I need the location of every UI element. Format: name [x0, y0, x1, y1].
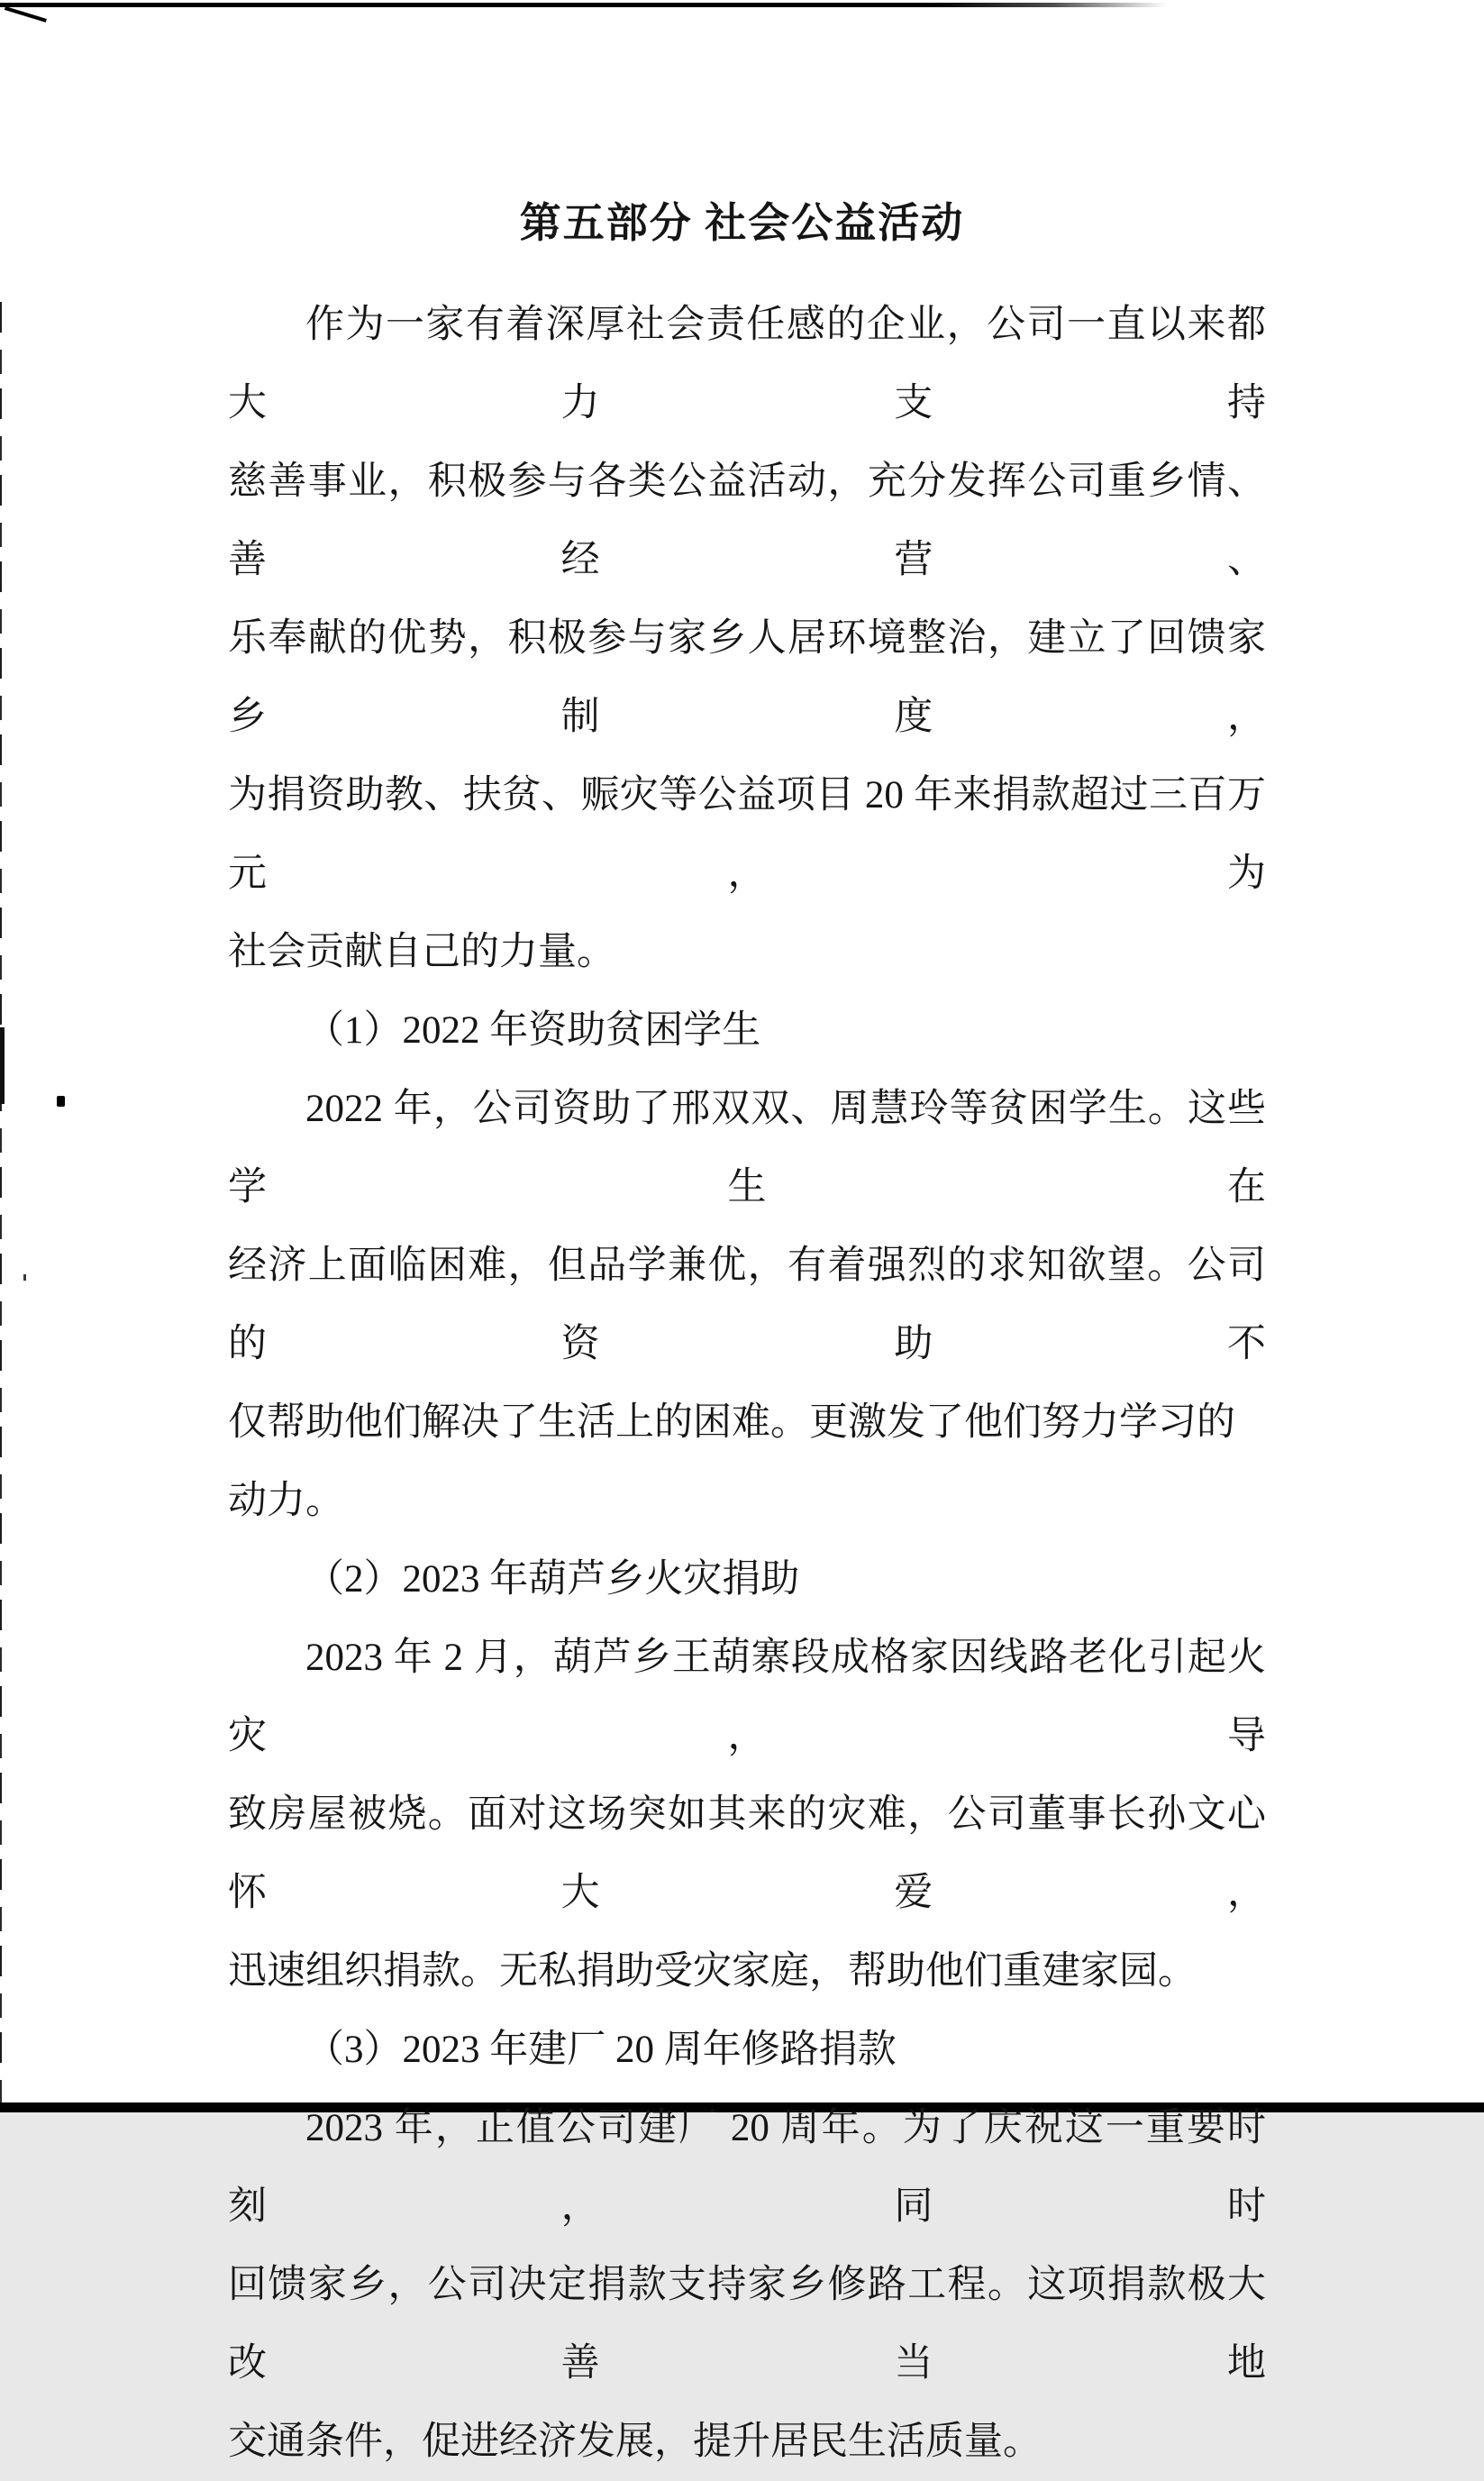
section-heading: （3）2023 年建厂 20 周年修路捐款 — [305, 2029, 897, 2071]
document-title: 第五部分 社会公益活动 — [519, 200, 965, 246]
text-line: 为捐资助教、扶贫、赈灾等公益项目 20 年来捐款超过三百万元，为 — [228, 774, 1266, 895]
scan-artifact-ink-speck — [23, 1274, 26, 1281]
scan-artifact-top-tick — [5, 6, 47, 23]
text-line: 慈善事业，积极参与各类公益活动，充分发挥公司重乡情、善经营、 — [228, 461, 1266, 581]
section-heading: （2）2023 年葫芦乡火灾捐助 — [305, 1558, 800, 1601]
text-line: 社会贡献自己的力量。 — [228, 931, 615, 973]
text-line: 回馈家乡，公司决定捐款支持家乡修路工程。这项捐款极大改善当地 — [228, 2264, 1266, 2385]
text-line: 经济上面临困难，但品学兼优，有着强烈的求知欲望。公司的资助不 — [228, 1245, 1266, 1365]
text-line: 2023 年 2 月，葫芦乡王葫寨段成格家因线路老化引起火灾，导 — [228, 1637, 1266, 1757]
scan-artifact-ink-speck — [57, 1096, 65, 1107]
text-line: 2023 年，正值公司建厂 20 周年。为了庆祝这一重要时刻，同时 — [228, 2107, 1266, 2228]
text-line: 交通条件，促进经济发展，提升居民生活质量。 — [228, 2421, 1042, 2463]
text-line: 迅速组织捐款。无私捐助受灾家庭，帮助他们重建家园。 — [228, 1950, 1197, 1993]
document-body — [228, 286, 1266, 2481]
text-line: 致房屋被烧。面对这场突如其来的灾难，公司董事长孙文心怀大爱， — [228, 1793, 1266, 1914]
text-line: 乐奉献的优势，积极参与家乡人居环境整治，建立了回馈家乡制度， — [228, 617, 1266, 738]
text-line: 作为一家有着深厚社会责任感的企业，公司一直以来都大力支持 — [228, 304, 1266, 424]
scan-artifact-left-edge — [0, 302, 2, 2102]
text-line: 仅帮助他们解决了生活上的困难。更激发了他们努力学习的动力。 — [228, 1401, 1235, 1522]
scan-artifact-left-blob — [0, 1027, 5, 1104]
scan-artifact-top-edge — [0, 3, 1167, 7]
text-line: 2022 年，公司资助了邢双双、周慧玲等贫困学生。这些学生在 — [228, 1088, 1266, 1209]
section-heading: （1）2022 年资助贫困学生 — [305, 1009, 761, 1052]
